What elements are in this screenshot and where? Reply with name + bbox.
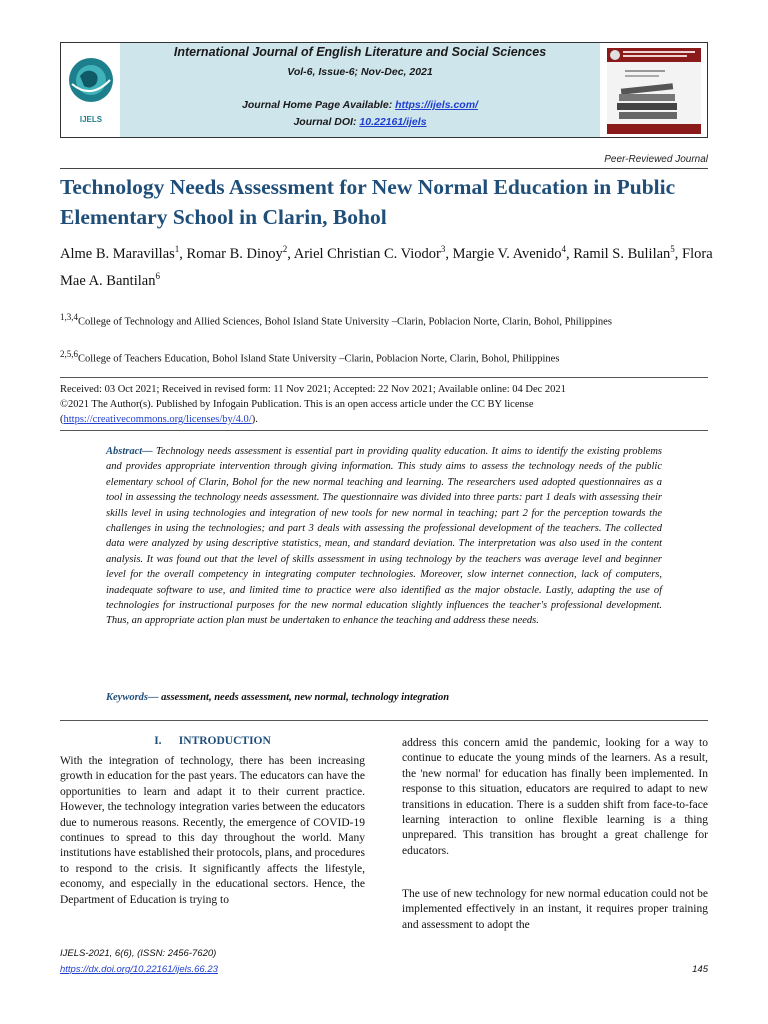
affiliation-sup: 1,3,4	[60, 312, 78, 322]
license-line: ©2021 The Author(s). Published by Infogain Publication. This is an open access article under the CC BY license	[60, 399, 534, 410]
journal-home-line	[120, 99, 600, 111]
abstract	[106, 444, 662, 629]
divider	[60, 430, 708, 431]
home-link[interactable]: https://ijels.com/	[395, 99, 478, 111]
doi-link[interactable]: 10.22161/ijels	[359, 116, 427, 128]
keywords-text: assessment, needs assessment, new normal, technology integration	[158, 692, 450, 703]
footer-citation: IJELS-2021, 6(6), (ISSN: 2456-7620)	[60, 948, 217, 959]
divider	[60, 168, 708, 169]
author-sup: 1	[174, 244, 180, 254]
body-column-left: With the integration of technology, there has been increasing growth in education for the past years. The educators can have the opportunities to learn and adapt it to their current practice. However, the technology integration varies between the educators due to numerous reasons. Recently, the emergence of COVID-19 continues to spread to this day throughout the world. Many institutions have established their protocols, plans, and procedures to respond to the crisis. It significantly affects the lifestyle, economy, and especially in the educational sectors. Hence, the Department of Education is trying to	[60, 755, 366, 906]
author: Ramil S. Bulilan	[573, 245, 671, 262]
footer-doi-link[interactable]: https://dx.doi.org/10.22161/ijels.66.23	[60, 964, 218, 975]
logo-text: IJELS	[79, 115, 103, 124]
author: Ariel Christian C. Viodor	[293, 245, 441, 262]
affiliation-text: College of Teachers Education, Bohol Island State University –Clarin, Poblacion Norte, Clarin, Bohol, Philippines	[78, 353, 560, 365]
journal-doi-line	[120, 116, 600, 128]
page-number: 145	[692, 964, 708, 975]
affiliation	[60, 310, 710, 330]
author-sup: 4	[561, 244, 566, 254]
journal-name: International Journal of English Literature and Social Sciences	[173, 45, 547, 59]
keywords	[106, 692, 662, 703]
body-column-right-para1: address this concern amid the pandemic, looking for a way to continue to educate the young minds of the learners. As a result, the 'new normal' for education has finally been implemented. In response to this situation, educators are required to adapt to new transitions in education. There is a sudden shift from face-to-face learning interaction to online flexible learning is a thing unprepared. This transition has brought a great challenge for educators.	[402, 737, 708, 857]
affiliation-sup: 2,5,6	[60, 349, 78, 359]
author: Margie V. Avenido	[452, 245, 562, 262]
license-url-line: (https://creativecommons.org/licenses/by/4.0/).	[60, 414, 258, 425]
author: Flora Mae A. Bantilan	[60, 245, 713, 289]
ijels-logo	[66, 50, 116, 130]
divider	[60, 720, 708, 721]
body-column-right-para2: The use of new technology for new normal education could not be implemented effectively in an instant, it requires proper training and assessment to adopt the	[402, 888, 708, 931]
dates-line: Received: 03 Oct 2021; Received in revised form: 11 Nov 2021; Accepted: 22 Nov 2021; Available online: 04 Dec 2021	[60, 384, 566, 395]
doi-label: Journal DOI:	[293, 116, 360, 128]
author-sup: 2	[282, 244, 288, 254]
author-sup: 5	[670, 244, 675, 254]
author: Alme B. Maravillas	[60, 245, 175, 262]
author-list: Alme B. Maravillas$^1$, Romar B. Dinoy$^2$, Ariel Christian C. Viodor$^3$, Margie V. Avenido$^4$, Ramil S. Bulilan$^5$, Flora Mae A. Bantilan$^6$	[60, 244, 713, 289]
peer-reviewed-label: Peer-Reviewed Journal	[604, 154, 708, 165]
author: Romar B. Dinoy	[186, 245, 283, 262]
section-heading: I. INTRODUCTION	[154, 735, 271, 747]
home-label: Journal Home Page Available:	[242, 99, 396, 111]
keywords-label: Keywords—	[106, 692, 159, 703]
journal-cover-thumbnail	[607, 48, 701, 134]
article-history	[60, 382, 710, 427]
journal-issue: Vol-6, Issue-6; Nov-Dec, 2021	[287, 66, 433, 78]
author-sup: 3	[440, 244, 446, 254]
affiliation	[60, 347, 710, 367]
divider	[60, 377, 708, 378]
paper-title: Technology Needs Assessment for New Normal Education in Public Elementary School in Clarin, Bohol	[60, 175, 676, 229]
license-link[interactable]: https://creativecommons.org/licenses/by/4.0/	[63, 414, 252, 425]
abstract-label: Abstract—	[106, 446, 153, 457]
author-sup: 6	[155, 270, 160, 281]
affiliation-text: College of Technology and Allied Sciences, Bohol Island State University –Clarin, Poblacion Norte, Clarin, Bohol, Philippines	[78, 316, 612, 328]
abstract-text: Technology needs assessment is essential part in providing quality education. It aims to identify the existing problems and provides appropriate intervention through giving information. This study aims to assess the technology needs of the public elementary school of Clarin, Bohol for the new normal teaching and learning. The researchers used adopted questionnaires as a tool in assessing the technology needs assessment. The questionnaire was divided into three parts: part 1 deals with assessing their skills level in using technologies and integration of new tools for new normal in teaching; part 2 for the perception towards the challenges in using the technologies; and part 3 deals with assessing the professional development of the teachers. The collected data were analyzed by using descriptive statistics, mean, and standard deviation. The interpretation was also used in the content analysis. It was found out that the level of skills assessment in using technology by the teachers was average level and beginner level for the overall competency in integrating computer technologies. Moreover, slow internet connection, lack of computers, inadequate software to use, and limited time to practice were also identified as the major obstacle. Lastly, adapting the use of technologies for instructional purposes for the new normal education slightly influences the teacher's professional development. Thus, an appropriate action plan must be undertaken to enhance the teaching and address these needs.	[106, 446, 662, 627]
